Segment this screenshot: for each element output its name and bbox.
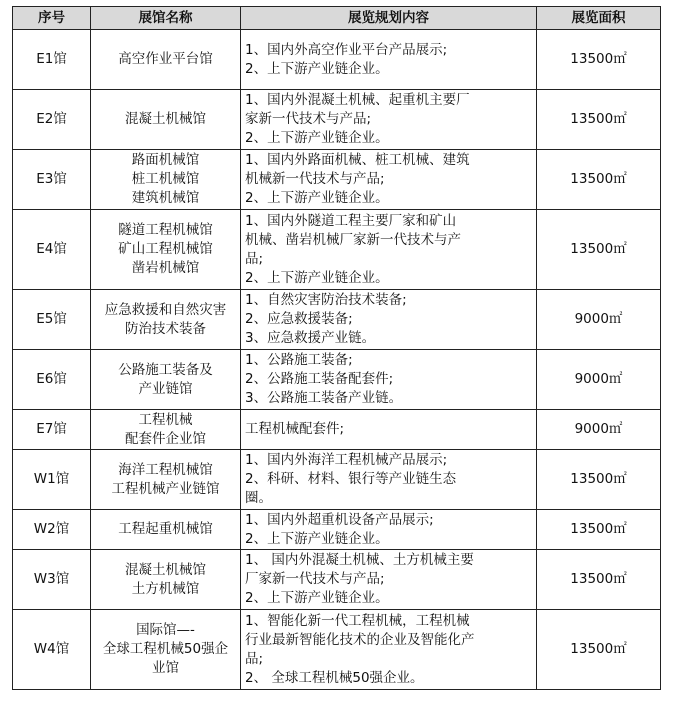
hall-id: E2馆 [13,90,91,150]
hall-id: E1馆 [13,30,91,90]
hall-name [91,610,241,690]
hall-name-line: 隧道工程机械馆 [118,222,213,238]
hall-content-line: 2、上下游产业链企业。 [245,130,389,146]
table-row [13,410,661,450]
hall-content-line: 1、国内外路面机械、桩工机械、建筑 [245,152,470,168]
hall-content-line: 2、科研、材料、银行等产业链生态 [245,471,457,487]
hall-content-line: 工程机械配套件; [245,421,345,437]
hall-content-line: 品; [245,250,264,267]
table-row [13,30,661,90]
hall-area: 9000㎡ [537,410,661,450]
hall-id: W4馆 [13,610,91,690]
hall-area: 13500㎡ [537,550,661,610]
hall-area: 13500㎡ [537,450,661,510]
hall-area: 9000㎡ [537,350,661,410]
exhibition-table [12,6,661,690]
hall-content-line: 1、国内外隧道工程主要厂家和矿山 [245,212,457,229]
hall-name [91,510,241,550]
table-row [13,210,661,290]
hall-content-line: 1、自然灾害防治技术装备; [245,292,407,308]
header-area: 展览面积 [537,7,661,30]
hall-content-line: 1、国内外海洋工程机械产品展示; [245,452,448,468]
hall-name [91,210,241,290]
hall-content-line: 家新一代技术与产品; [245,111,372,127]
hall-content-line: 品; [245,650,264,667]
hall-content-line: 2、公路施工装备配套件; [245,371,394,387]
hall-name-line: 混凝土机械馆 [125,111,206,127]
hall-content [241,610,537,690]
hall-name-line: 凿岩机械馆 [131,260,200,276]
hall-content-line: 1、国内外超重机设备产品展示; [245,511,434,528]
hall-area: 13500㎡ [537,30,661,90]
hall-name [91,350,241,410]
header-row [13,7,661,30]
table-row [13,150,661,210]
table-row [13,90,661,150]
hall-name-line: 海洋工程机械馆 [118,461,213,478]
hall-name-line: 建筑机械馆 [131,190,200,206]
hall-area: 13500㎡ [537,150,661,210]
hall-content-line: 1、智能化新一代工程机械，工程机械 [245,612,470,629]
table-row [13,550,661,610]
header-content: 展览规划内容 [241,7,537,30]
hall-area: 13500㎡ [537,510,661,550]
hall-name-line: 工程起重机械馆 [118,521,213,537]
hall-content [241,550,537,610]
hall-name-line: 配套件企业馆 [125,430,206,447]
header-name: 展馆名称 [91,7,241,30]
hall-name-line: 国际馆—- [136,622,195,638]
table-body [13,30,661,690]
hall-content [241,450,537,510]
hall-name-line: 应急救援和自然灾害 [104,301,227,318]
hall-name-line: 全球工程机械50强企 [102,641,229,657]
hall-area: 9000㎡ [537,290,661,350]
hall-name-line: 土方机械馆 [131,580,200,597]
hall-content [241,150,537,210]
hall-id: W1馆 [13,450,91,510]
hall-content [241,410,537,450]
hall-content-line: 2、上下游产业链企业。 [245,590,389,606]
hall-id: E5馆 [13,290,91,350]
header-id: 序号 [13,7,91,30]
hall-name [91,90,241,150]
hall-content-line: 2、应急救援装备; [245,311,353,327]
hall-id: W2馆 [13,510,91,550]
hall-content [241,350,537,410]
hall-area: 13500㎡ [537,610,661,690]
table-row [13,350,661,410]
hall-content-line: 厂家新一代技术与产品; [245,571,385,587]
hall-content [241,30,537,90]
hall-area: 13500㎡ [537,90,661,150]
hall-name [91,550,241,610]
hall-content-line: 1、 国内外混凝土机械、土方机械主要 [245,552,474,568]
hall-name [91,30,241,90]
table-row [13,290,661,350]
hall-content-line: 2、上下游产业链企业。 [245,269,389,286]
hall-content-line: 行业最新智能化技术的企业及智能化产 [245,631,475,648]
hall-name-line: 产业链馆 [138,380,193,397]
hall-content-line: 1、国内外混凝土机械、起重机主要厂 [245,92,470,108]
table-row [13,510,661,550]
hall-area: 13500㎡ [537,210,661,290]
hall-name [91,450,241,510]
hall-content-line: 机械新一代技术与产品; [245,171,385,187]
hall-content [241,90,537,150]
hall-name-line: 混凝土机械馆 [125,561,206,578]
hall-content [241,210,537,290]
table-row [13,610,661,690]
hall-content-line: 2、上下游产业链企业。 [245,190,389,206]
hall-content-line: 2、 全球工程机械50强企业。 [245,669,424,686]
hall-content-line: 机械、凿岩机械厂家新一代技术与产 [245,231,461,248]
hall-content-line: 圈。 [245,490,272,506]
hall-content [241,510,537,550]
hall-name [91,410,241,450]
hall-name-line: 矿山工程机械馆 [118,241,213,257]
hall-content-line: 1、公路施工装备; [245,352,353,368]
hall-content-line: 1、国内外高空作业平台产品展示; [245,41,448,58]
hall-name-line: 工程机械产业链馆 [111,480,220,497]
hall-id: E3馆 [13,150,91,210]
hall-content-line: 2、上下游产业链企业。 [245,530,389,547]
hall-content-line: 3、应急救援产业链。 [245,330,376,346]
hall-name [91,290,241,350]
hall-id: E7馆 [13,410,91,450]
hall-id: E4馆 [13,210,91,290]
hall-id: W3馆 [13,550,91,610]
hall-name-line: 工程机械 [138,411,193,428]
hall-name-line: 路面机械馆 [131,152,200,168]
hall-name-line: 桩工机械馆 [131,171,200,187]
hall-name-line: 高空作业平台馆 [118,51,213,67]
hall-content-line: 3、公路施工装备产业链。 [245,390,403,406]
hall-content [241,290,537,350]
hall-id: E6馆 [13,350,91,410]
hall-name-line: 防治技术装备 [125,320,206,337]
hall-name-line: 业馆 [152,660,179,676]
hall-content-line: 2、上下游产业链企业。 [245,60,389,77]
table-row [13,450,661,510]
hall-name [91,150,241,210]
hall-name-line: 公路施工装备及 [118,361,213,378]
